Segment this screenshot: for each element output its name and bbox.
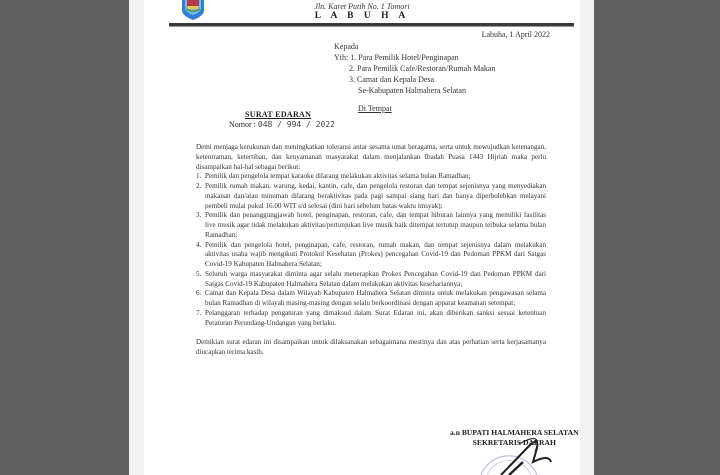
- letter-number: [229, 120, 335, 129]
- recipient-item-3-continuation: Se-Kabupaten Halmahera Selatan: [358, 86, 466, 95]
- point-text: Camat dan Kepala Desa dalam Wilayah Kabupaten Halmahera Selatan diminta untuk melakukan pengawasan selama bulan Ramadhan di wilayah masing-masing dengan selalu berkoordinasi dengan apparat keamanan setempat;: [205, 289, 546, 307]
- body-closing: Demikian surat edaran ini disampaikan untuk dilaksanakan sebagaimana mestinya dan atas perhatian serta kerjasamanya diucapkan terima kasih.: [196, 338, 546, 356]
- signature-line-2: SEKRETARIS DAERAH: [472, 438, 556, 447]
- recipient-di-tempat: Di Tempat: [358, 104, 392, 113]
- point-number: 6.: [196, 289, 202, 298]
- point-text: Seluruh warga masyarakat diminta agar selalu menerapkan Prokes Pencegahan Covid-19 dan Pedoman PPKM dari Satgas Covid-19 Kabupaten Halmahera Selatan dalam melakukan aktivitas kesehariannya;: [205, 269, 546, 288]
- point-text: Pemilik dan pengelola hotel, penginapan, cafe, restoran, rumah makan, dan tempat sejenisnya dalam melakukan aktivitas usaha wajib mengikuti Protokol Kesehatan (Prokes) pencegahan Covid-19 dan Pedoman PPKM dari Satgas Covid-19 Kabupaten Halmahera Selatan;: [205, 240, 546, 268]
- point-text: Pemilik rumah makan, warung, kedai, kantin, cafe, dan pengelola restoran dan tempat sejenisnya yang menyediakan makanan dan/atau minuman dilarang beraktivitas pada pagi sampai siang hari dan hanya diperbolehkan melayani pembeli mulai pukul 16.00 WIT s/d selesai (dini hari sebelum batas waktu imsyak);: [205, 182, 546, 210]
- body-point: [196, 211, 546, 240]
- handwritten-signature-icon: [489, 432, 559, 475]
- letter-body: [196, 143, 546, 358]
- body-point: [196, 182, 546, 211]
- letter-number-label: Nomor :: [229, 120, 256, 129]
- recipient-item-3: 3. Camat dan Kepala Desa: [349, 75, 435, 84]
- point-number: 7.: [196, 308, 202, 317]
- point-number: 4.: [196, 240, 202, 249]
- point-text: Pelanggaran terhadap pengaturan yang dimaksud dalam Surat Edaran ini, akan diberikan sanksi sesuai ketentuan Peraturan Perundang-Undangan yang berlaku.: [205, 308, 546, 327]
- recipient-item-1: [334, 52, 495, 63]
- letterhead-address: Jln. Karet Putih No. 1 Tomori: [314, 2, 410, 11]
- recipient-block: [334, 41, 495, 114]
- body-intro: Demi menjaga kerukunan dan meningkatkan toleransi antar sesama umat beragama, serta untuk mewujudkan ketenangan, ketentraman, ketertiban, dan kenyamanan masyarakat dalam menjalankan Ibadah Puasa 1443 Hijriah maka perlu disampaikan hal-hal sebagai berikut:: [196, 143, 546, 171]
- point-number: 2.: [196, 182, 202, 190]
- recipient-item-2: 2. Para Pemilik Cafe/Restoran/Rumah Makan: [349, 64, 496, 73]
- place-date: Labuha, 1 April 2022: [481, 30, 550, 39]
- recipient-yth: Yth:: [334, 53, 349, 62]
- letterhead-city: L A B U H A: [314, 11, 410, 21]
- body-point: [196, 172, 546, 182]
- recipient-kepada: Kepada: [334, 42, 359, 51]
- document-page: [144, 0, 580, 475]
- recipient-item-text: 1. Para Pemilik Hotel/Penginapan: [350, 53, 459, 62]
- signature-line-1: a.n BUPATI HALMAHERA SELATAN: [450, 428, 579, 437]
- letterhead-divider: [169, 23, 574, 27]
- body-point: [196, 241, 546, 270]
- body-point: [196, 309, 546, 329]
- body-point: [196, 270, 546, 290]
- body-point: [196, 289, 546, 309]
- letter-title-block: [229, 110, 335, 129]
- point-number: 3.: [196, 211, 202, 220]
- point-text: Pemilik dan pengelola tempat karaoke dilarang melakukan aktivitas selama bulan Ramadhan;: [205, 172, 471, 181]
- letter-title: SURAT EDARAN: [245, 110, 312, 119]
- body-points-list: [196, 172, 546, 328]
- letter-number-value: 048 / 994 / 2022: [257, 120, 335, 129]
- point-number: 5.: [196, 269, 202, 278]
- point-text: Pemilik dan penanggungjawab hotel, penginapan, restoran, cafe, dan tempat hiburan lainnya yang memiliki fasilitas live musik agar tidak melakukan aktivitas/pertunjukan live musik baik ditempat tertutup maupun terbuka selama bulan Ramadhan;: [205, 211, 546, 239]
- point-number: 1.: [196, 172, 202, 181]
